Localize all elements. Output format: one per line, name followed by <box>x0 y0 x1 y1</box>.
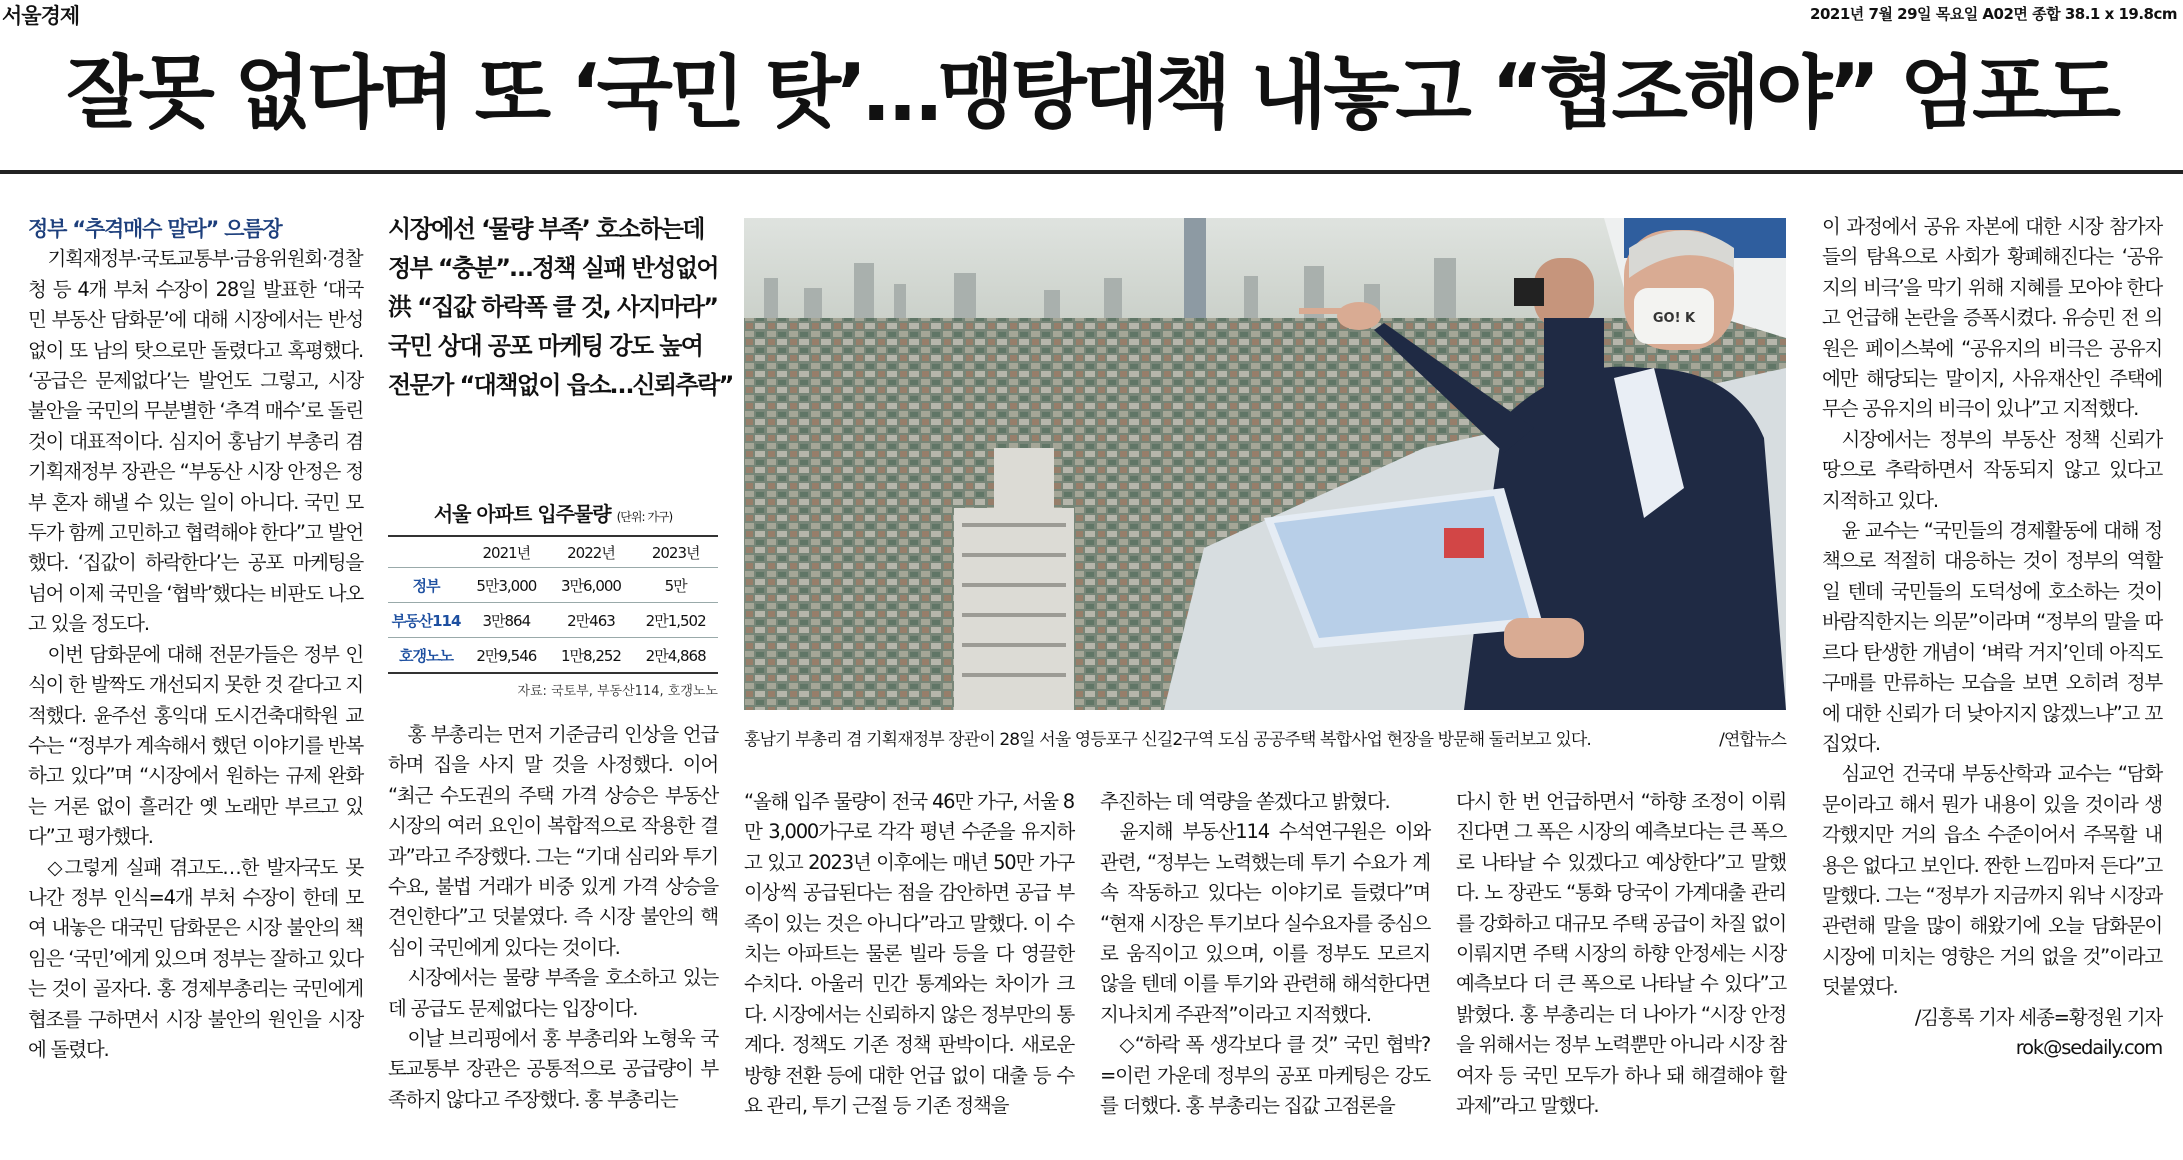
table-cell: 2만1,502 <box>633 603 718 638</box>
table <box>388 535 718 674</box>
photo-caption <box>744 725 1786 750</box>
column-3 <box>744 787 1074 1121</box>
column-4 <box>1100 787 1430 1121</box>
paragraph: 윤지해 부동산114 수석연구원은 이와 관련, “정부는 노력했는데 투기 수요가 계속 작동하고 있다는 이야기로 들렸다”며 “현재 시장은 투기보다 실수요자를 중심으로 움직이고 있으며, 이를 정부도 모르지 않을 텐데 이를 투기와 관련해 해석한다면 지나치게 주관적”이라고 지적했다. <box>1100 820 1430 1026</box>
table-cell: 2만4,868 <box>633 638 718 674</box>
paragraph: 다시 한 번 언급하면서 “하향 조정이 이뤄진다면 그 폭은 시장의 예측보다는 큰 폭으로 나타날 수 있겠다고 예상한다”고 말했다. 노 장관도 “통화 당국이 가계대출 관리를 강화하고 대규모 주택 공급이 차질 없이 이뤄지면 주택 시장의 하향 안정세는 시장 예측보다 더 큰 폭으로 나타날 수 있다”고 밝혔다. 홍 부총리는 더 나아가 “시장 안정을 위해서는 정부 노력뿐만 아니라 시장 참여자 등 국민 모두가 하나 돼 해결해야 할 과제”라고 말했다. <box>1456 790 1786 1118</box>
dek-line: 정부 “충분”…정책 실패 반성없어 <box>388 254 719 282</box>
table-cell: 2만463 <box>549 603 634 638</box>
table-header: 2021년 <box>464 536 549 568</box>
paragraph: 시장에서는 정부의 부동산 정책 신뢰가 땅으로 추락하면서 작동되지 않고 있다고 지적하고 있다. <box>1822 427 2162 512</box>
table-cell: 5만3,000 <box>464 568 549 603</box>
dek-line: 시장에선 ‘물량 부족’ 호소하는데 <box>388 215 704 243</box>
headline: 잘못 없다며 또 ‘국민 탓’…맹탕대책 내놓고 “협조해야” 엄포도 <box>66 47 2117 139</box>
paragraph: “올해 입주 물량이 전국 46만 가구, 서울 8만 3,000가구로 각각 평년 수준을 유지하고 있고 2023년 이후에는 매년 50만 가구 이상씩 공급된다는 점을 감안하면 공급 부족이 있는 것은 아니다”라고 말했다. 이 수치는 아파트는 물론 빌라 등을 다 영끌한 수치다. 아울러 민간 통계와는 차이가 크다. 시장에서는 신뢰하지 않은 정부만의 통계다. 정책도 기존 정책 판박이다. 새로운 방향 전환 등에 대한 언급 없이 대출 등 수요 관리, 투기 근절 등 기존 정책을 <box>744 790 1074 1118</box>
table-unit: (단위: 가구) <box>616 510 673 524</box>
dek-line: 洪 “집값 하락폭 클 것, 사지마라” <box>388 293 718 321</box>
table-cell: 2만9,546 <box>464 638 549 674</box>
headline-rule <box>0 170 2183 174</box>
row-label: 정부 <box>388 568 464 603</box>
paragraph: 이번 담화문에 대해 전문가들은 정부 인식이 한 발짝도 개선되지 못한 것 같다고 지적했다. 윤주선 홍익대 도시건축대학원 교수는 “정부가 계속해서 했던 이야기를 반복하고 있다”며 “시장에서 원하는 규제 완화는 거론 없이 흘러간 옛 노래만 부르고 있다”고 평가했다. <box>28 642 363 849</box>
table-header-row <box>388 536 718 568</box>
table-row <box>388 568 718 603</box>
dek-line: 전문가 “대책없이 읍소…신뢰추락” <box>388 371 733 399</box>
paragraph: 심교언 건국대 부동산학과 교수는 “담화문이라고 해서 뭔가 내용이 있을 것이라 생각했지만 거의 읍소 수준이어서 주목할 내용은 없다고 보인다. 짠한 느낌마저 든다”고 말했다. 그는 “정부가 지금까지 워낙 시장과 관련해 말을 많이 해왔기에 오늘 담화문이 시장에 미치는 영향은 거의 없을 것”이라고 덧붙였다. <box>1822 762 2162 999</box>
paragraph: 기획재정부·국토교통부·금융위원회·경찰청 등 4개 부처 수장이 28일 발표한 ‘대국민 부동산 담화문’에 대해 시장에서는 반성 없이 또 남의 탓으로만 돌렸다고 혹평했다. ‘공급은 문제없다’는 발언도 그렇고, 시장 불안을 국민의 무분별한 ‘추격 매수’로 돌린 것이 대표적이다. 심지어 홍남기 부총리 겸 기획재정부 장관은 “부동산 시장 안정은 정부 혼자 해낼 수 있는 일이 아니다. 국민 모두가 함께 고민하고 협력해야 한다”고 발언했다. ‘집값이 하락한다’는 공포 마케팅을 넘어 이제 국민을 ‘협박’했다는 비판도 나오고 있을 정도다. <box>28 247 363 636</box>
paragraph: 추진하는 데 역량을 쏟겠다고 밝혔다. <box>1100 790 1390 813</box>
table-cell: 3만6,000 <box>549 568 634 603</box>
caption-text: 홍남기 부총리 겸 기획재정부 장관이 28일 서울 영등포구 신길2구역 도심 공공주택 복합사업 현장을 방문해 둘러보고 있다. <box>744 730 1591 750</box>
paragraph: 시장에서는 물량 부족을 호소하고 있는데 공급도 문제없다는 입장이다. <box>388 966 718 1020</box>
paragraph: 이 과정에서 공유 자본에 대한 시장 참가자들의 탐욕으로 사회가 황폐해진다는 ‘공유지의 비극’을 막기 위해 지혜를 모아야 한다고 언급해 논란을 증폭시켰다. 유승민 전 의원은 페이스북에 “공유지의 비극은 공유지에만 해당되는 말이지, 사유재산인 주택에 무슨 공유지의 비극이 있나”고 지적했다. <box>1822 215 2162 421</box>
dek <box>388 210 733 405</box>
paper-name: 서울경제 <box>2 4 80 28</box>
byline-email: rok@sedaily.com <box>2015 1035 2162 1059</box>
table-header: 2023년 <box>633 536 718 568</box>
paragraph: 이날 브리핑에서 홍 부총리와 노형욱 국토교통부 장관은 공통적으로 공급량이 부족하지 않다고 주장했다. 홍 부총리는 <box>388 1027 718 1111</box>
column-6 <box>1822 212 2162 1063</box>
row-label: 부동산114 <box>388 603 464 638</box>
table-header: 2022년 <box>549 536 634 568</box>
mask-logo-text: GO! K <box>1652 311 1696 326</box>
paragraph: 홍 부총리는 먼저 기준금리 인상을 언급하며 집을 사지 말 것을 사정했다. 이어 “최근 수도권의 주택 가격 상승은 부동산 시장의 여러 요인이 복합적으로 작용한 결과”라고 주장했다. 그는 “기대 심리와 투기 수요, 불법 거래가 비중 있게 가격 상승을 견인한다”고 덧붙였다. 즉 시장 불안의 핵심이 국민에게 있다는 것이다. <box>388 723 718 959</box>
photo-illustration <box>744 218 1786 710</box>
subhead: 정부 “추격매수 말라” 으름장 <box>28 217 282 241</box>
table-row <box>388 603 718 638</box>
edition-info: 2021년 7월 29일 목요일 A02면 종합 38.1 x 19.8cm <box>1810 5 2177 23</box>
table-cell: 5만 <box>633 568 718 603</box>
table-source: 자료: 국토부, 부동산114, 호갱노노 <box>517 684 718 699</box>
table-header <box>388 536 464 568</box>
paragraph: 윤 교수는 “국민들의 경제활동에 대해 정책으로 적절히 대응하는 것이 정부의 역할일 텐데 국민들의 도덕성에 호소하는 것이 바람직한지는 의문”이라며 “정부의 말을 따르다 탄생한 개념이 ‘벼락 거지’인데 아직도 구매를 만류하는 모습을 보면 오히려 정부에 대한 신뢰가 더 낮아지지 않겠느냐”고 꼬집었다. <box>1822 519 2162 755</box>
supply-table <box>388 498 718 699</box>
column-2 <box>388 720 718 1115</box>
column-5 <box>1456 787 1786 1121</box>
news-photo <box>744 218 1786 710</box>
byline-reporters: /김흥록 기자 세종=황정원 기자 <box>1914 1005 2162 1029</box>
column-1 <box>28 214 363 1065</box>
table-title <box>388 498 718 527</box>
paragraph: ◇“하락 폭 생각보다 클 것” 국민 협박? =이런 가운데 정부의 공포 마케팅은 강도를 더했다. 홍 부총리는 집값 고점론을 <box>1100 1033 1430 1118</box>
table-cell: 1만8,252 <box>549 638 634 674</box>
table-title-text: 서울 아파트 입주물량 <box>433 502 611 526</box>
masthead <box>0 0 2183 26</box>
row-label: 호갱노노 <box>388 638 464 674</box>
dek-line: 국민 상대 공포 마케팅 강도 높여 <box>388 332 703 360</box>
table-cell: 3만864 <box>464 603 549 638</box>
table-row <box>388 638 718 674</box>
photo-credit: /연합뉴스 <box>1719 730 1786 750</box>
paragraph: ◇그렇게 실패 겪고도…한 발자국도 못 나간 정부 인식=4개 부처 수장이 한데 모여 내놓은 대국민 담화문은 시장 불안의 책임은 ‘국민’에게 있으며 정부는 잘하고 있다는 것이 골자다. 홍 경제부총리는 국민에게 협조를 구하면서 시장 불안의 원인을 시장에 돌렸다. <box>28 855 363 1061</box>
